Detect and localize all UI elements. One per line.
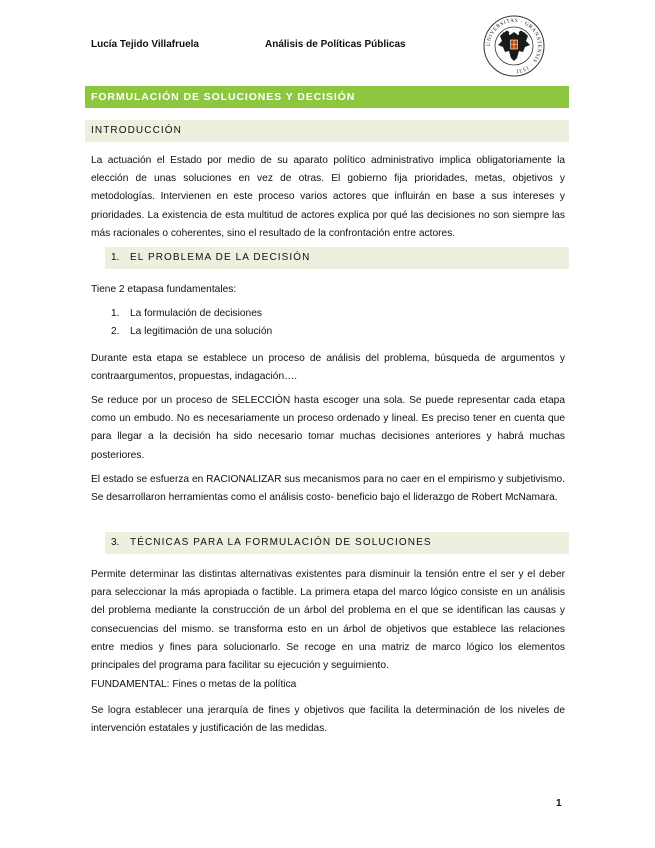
section1-number: 1.	[111, 252, 120, 263]
document-title: FORMULACIÓN DE SOLUCIONES Y DECISIÓN	[91, 91, 356, 103]
intro-heading-band	[85, 120, 569, 142]
page-number: 1	[556, 798, 562, 809]
header-course: Análisis de Políticas Públicas	[265, 39, 406, 50]
list-item-number: 2.	[111, 326, 120, 337]
header-author: Lucía Tejido Villafruela	[91, 39, 199, 50]
intro-paragraph: La actuación el Estado por medio de su aparato político administrativo implica obligatoriamente la elección de unas soluciones en vez de otras. El gobierno fija prioridades, metas, objetivos y metodologías. Intervienen en este proceso varios actores que influirán en base a sus intereses y prioridades. La existencia de esta multitud de actores explica por qué las decisiones no son siempre las más racionales o coherentes, sino el resultado de la confrontación entre actores.	[91, 155, 565, 239]
svg-text:UNIVERSITAS · GRANATENSIS · 15: UNIVERSITAS · GRANATENSIS · 1531	[485, 17, 543, 74]
university-seal-logo	[482, 14, 546, 78]
section1-heading-band	[105, 247, 569, 269]
section1-heading: EL PROBLEMA DE LA DECISIÓN	[130, 252, 311, 263]
section3-paragraph: Permite determinar las distintas alternativas existentes para disminuir la tensión entre el ser y el deber para seleccionar la más apropiada o factible. La primera etapa del marco lógico consiste en un análisis del problema mediante la construcción de un árbol del problema en el que se identifican las causas y consecuencias del mismo. se transforma esto en un árbol de objetivos que establece las relaciones entre medios y fines para solucionarlo. Se recoge en una matriz de marco lógico los elementos principales del programa para facilitar su ejecución y seguimiento.	[91, 569, 565, 672]
section3-paragraph: Se logra establecer una jerarquía de fines y objetivos que facilita la determinación de los niveles de intervención estatales y justificación de las medidas.	[91, 705, 565, 735]
document-title-band	[85, 86, 569, 108]
section1-lead: Tiene 2 etapasa fundamentales:	[91, 284, 237, 295]
fundamental-line: FUNDAMENTAL: Fines o metas de la política	[91, 679, 297, 690]
intro-heading: INTRODUCCIÓN	[91, 125, 182, 136]
list-item: La legitimación de una solución	[130, 326, 273, 337]
section1-paragraph: El estado se esfuerza en RACIONALIZAR sus mecanismos para no caer en el empirismo y subjetivismo. Se desarrollaron herramientas como el análisis costo- beneficio bajo el liderazgo de Robert McNamara.	[91, 474, 565, 504]
list-item-number: 1.	[111, 308, 120, 319]
list-item: La formulación de decisiones	[130, 308, 262, 319]
section1-paragraph: Se reduce por un proceso de SELECCIÓN hasta escoger una sola. Se puede representar cada etapa como un embudo. No es necesariamente un proceso ordenado y lineal. Es preciso tener en cuenta que para llegar a la decisión ha sido necesario tomar muchas decisiones anteriores y habrá muchas posteriores.	[91, 395, 565, 461]
section1-paragraph: Durante esta etapa se establece un proceso de análisis del problema, búsqueda de argumentos y contraargumentos, propuestas, indagación….	[91, 353, 565, 383]
section3-number: 3.	[111, 537, 120, 548]
section3-heading-band	[105, 532, 569, 554]
section3-heading: TÉCNICAS PARA LA FORMULACIÓN DE SOLUCIONES	[130, 537, 432, 548]
